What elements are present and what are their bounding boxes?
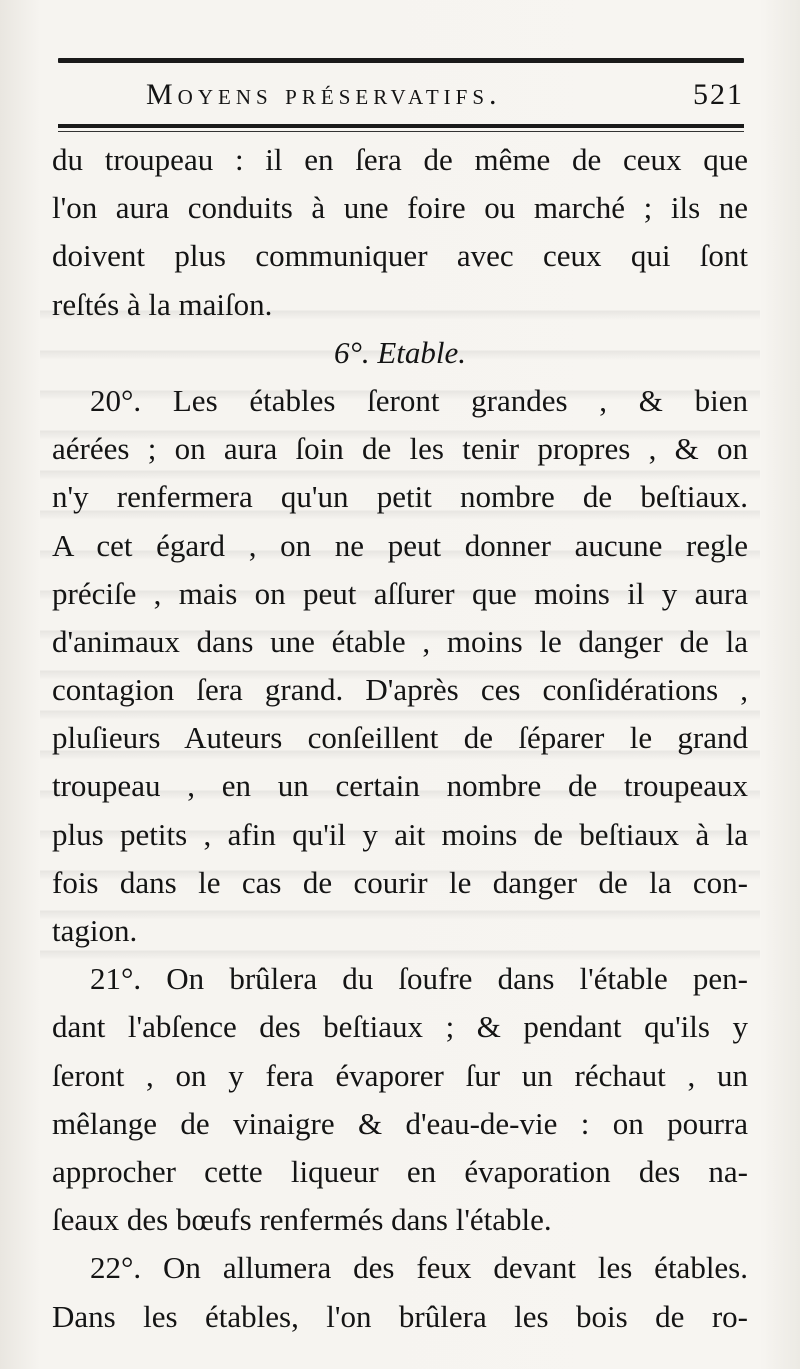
text-line: mêlange de vinaigre & d'eau-de-vie : on pourra <box>52 1105 748 1141</box>
text-line: troupeau , en un certain nombre de troupeaux <box>52 768 748 804</box>
text-line: aérées ; on aura ſoin de les tenir propres , & on <box>52 431 748 467</box>
text-line: reſtés à la maiſon. <box>52 286 273 322</box>
text-line: doivent plus communiquer avec ceux qui ſont <box>52 238 748 274</box>
text-line: contagion ſera grand. D'après ces conſidérations , <box>52 672 748 708</box>
text-line: plus petits , afin qu'il y ait moins de beſtiaux à la <box>52 816 748 852</box>
text-line: ſeront , on y fera évaporer ſur un réchaut , un <box>52 1057 748 1093</box>
section-heading: 6°. Etable. <box>333 334 467 370</box>
text-line: fois dans le cas de courir le danger de la con- <box>52 864 748 900</box>
text-line: A cet égard , on ne peut donner aucune regle <box>52 527 748 563</box>
text-line: d'animaux dans une étable , moins le danger de la <box>52 623 748 659</box>
header-rule-bottom <box>58 124 744 128</box>
text-line: Dans les étables, l'on brûlera les bois de ro- <box>52 1298 748 1334</box>
paragraph-start: 21°. On brûlera du ſoufre dans l'étable pen- <box>90 961 748 997</box>
paragraph-start: 20°. Les étables ſeront grandes , & bien <box>90 382 748 418</box>
text-line: du troupeau : il en ſera de même de ceux que <box>52 142 748 177</box>
text-line: tagion. <box>52 913 138 948</box>
header-rule-top <box>58 58 744 63</box>
text-line: préciſe , mais on peut aſſurer que moins il y aura <box>52 575 748 611</box>
body-text <box>52 136 748 1341</box>
paragraph-start: 22°. On allumera des feux devant les étables. <box>90 1250 748 1286</box>
text-line: pluſieurs Auteurs conſeillent de ſéparer le grand <box>52 720 748 756</box>
text-line: n'y renfermera qu'un petit nombre de beſtiaux. <box>52 479 748 515</box>
text-line: l'on aura conduits à une foire ou marché ; ils ne <box>52 190 748 226</box>
page-number: 521 <box>693 78 744 111</box>
page-header <box>58 74 744 118</box>
text-line: ſeaux des bœufs renfermés dans l'étable. <box>52 1202 552 1238</box>
text-line: dant l'abſence des beſtiaux ; & pendant qu'ils y <box>52 1009 748 1045</box>
running-title: Moyens préservatifs. <box>146 78 502 111</box>
text-line: approcher cette liqueur en évaporation des na- <box>52 1153 748 1189</box>
